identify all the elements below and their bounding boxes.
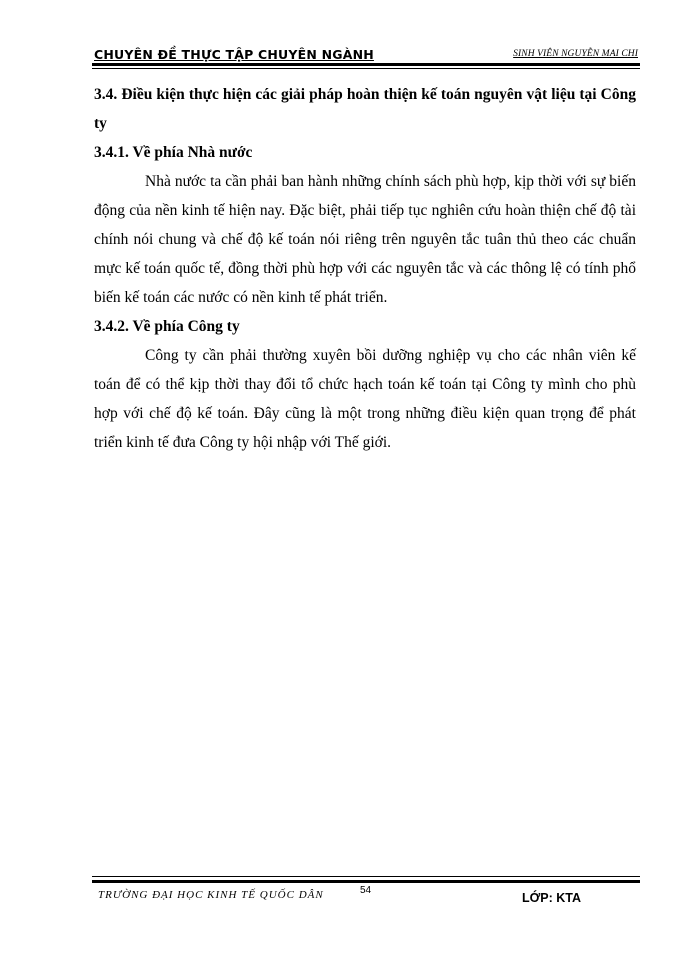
page-header: [92, 44, 640, 68]
header-thin-rule: [92, 68, 640, 69]
paragraph-company: Công ty cần phải thường xuyên bồi dưỡng nghiệp vụ cho các nhân viên kế toán để có thể kịp thời thay đổi tổ chức hạch toán kế toán tại Công ty mình cho phù hợp với chế độ kế toán. Đây cũng là một trong những điều kiện quan trọng để phát triển kinh tế đưa Công ty hội nhập với Thế giới.: [94, 347, 636, 451]
document-body: [94, 80, 636, 457]
footer-thin-rule: [92, 876, 640, 877]
page-footer: [92, 876, 640, 916]
footer-thick-rule: [92, 880, 640, 883]
header-thick-rule: [92, 63, 640, 66]
footer-university: TRƯỜNG ĐẠI HỌC KINH TẾ QUỐC DÂN: [98, 889, 324, 901]
footer-class: LỚP: KTA: [522, 891, 582, 905]
paragraph-state: Nhà nước ta cần phải ban hành những chính sách phù hợp, kịp thời với sự biến động của nền kinh tế hiện nay. Đặc biệt, phải tiếp tục nghiên cứu hoàn thiện chế độ tài chính nói chung và chế độ kế toán nói riêng trên nguyên tắc tuân thủ theo các chuẩn mực kế toán quốc tế, đồng thời phù hợp với các nguyên tắc và các thông lệ có tính phổ biến kế toán các nước có nền kinh tế phát triển.: [94, 173, 636, 306]
subsection-heading-3-4-2: 3.4.2. Về phía Công ty: [94, 318, 240, 335]
header-author: SINH VIÊN NGUYỄN MAI CHI: [513, 49, 638, 59]
page-number: 54: [360, 885, 372, 896]
section-heading-3-4: 3.4. Điều kiện thực hiện các giải pháp hoàn thiện kế toán nguyên vật liệu tại Công ty: [94, 86, 636, 132]
header-title: CHUYÊN ĐỀ THỰC TẬP CHUYÊN NGÀNH: [94, 47, 374, 62]
subsection-heading-3-4-1: 3.4.1. Về phía Nhà nước: [94, 144, 253, 161]
